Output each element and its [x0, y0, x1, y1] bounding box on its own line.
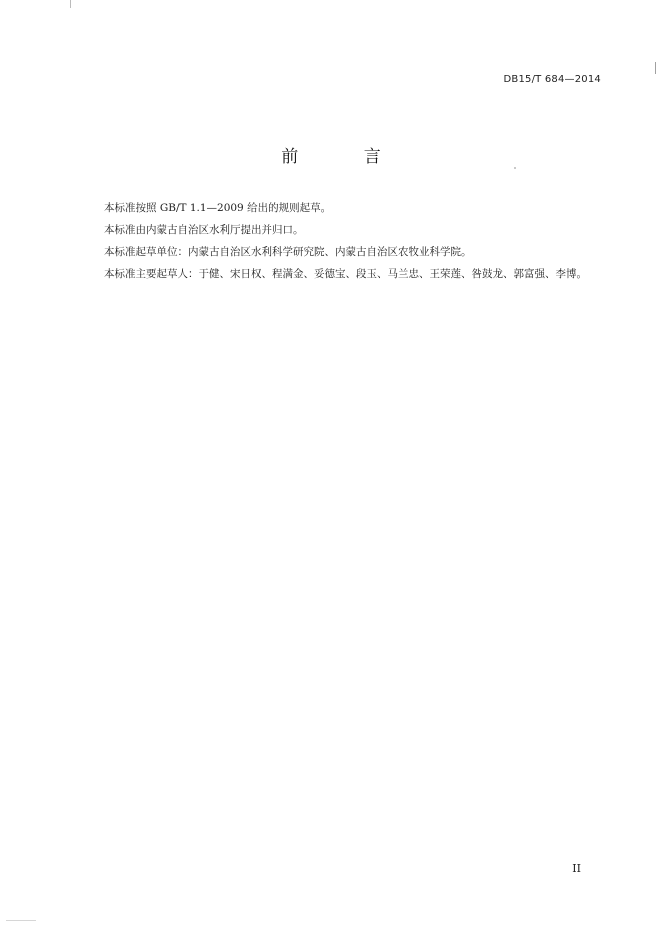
- foreword-body: [104, 197, 614, 285]
- standard-code: DB15/T 684—2014: [503, 74, 601, 85]
- scan-artifact-dot: [514, 167, 516, 169]
- drafters-label: 本标准主要起草人：: [104, 268, 199, 280]
- scan-artifact-bottom-left: [6, 920, 36, 921]
- scan-artifact-right: [655, 62, 656, 74]
- scan-artifact-top: [70, 0, 71, 8]
- paragraph-proposer: 本标准由内蒙古自治区水利厅提出并归口。: [104, 224, 304, 236]
- paragraph-drafters: [104, 263, 614, 285]
- paragraph-drafting-rules: 本标准按照 GB/T 1.1—2009 给出的规则起草。: [104, 202, 332, 214]
- drafters-names: 于健、宋日权、程满金、妥德宝、段玉、马兰忠、王荣莲、咎鼓龙、郭富强、李博。: [198, 268, 587, 280]
- paragraph-drafting-units: 本标准起草单位：内蒙古自治区水利科学研究院、内蒙古自治区农牧业科学院。: [104, 246, 472, 258]
- page-number: II: [572, 862, 581, 875]
- page-title: 前 言: [281, 147, 411, 167]
